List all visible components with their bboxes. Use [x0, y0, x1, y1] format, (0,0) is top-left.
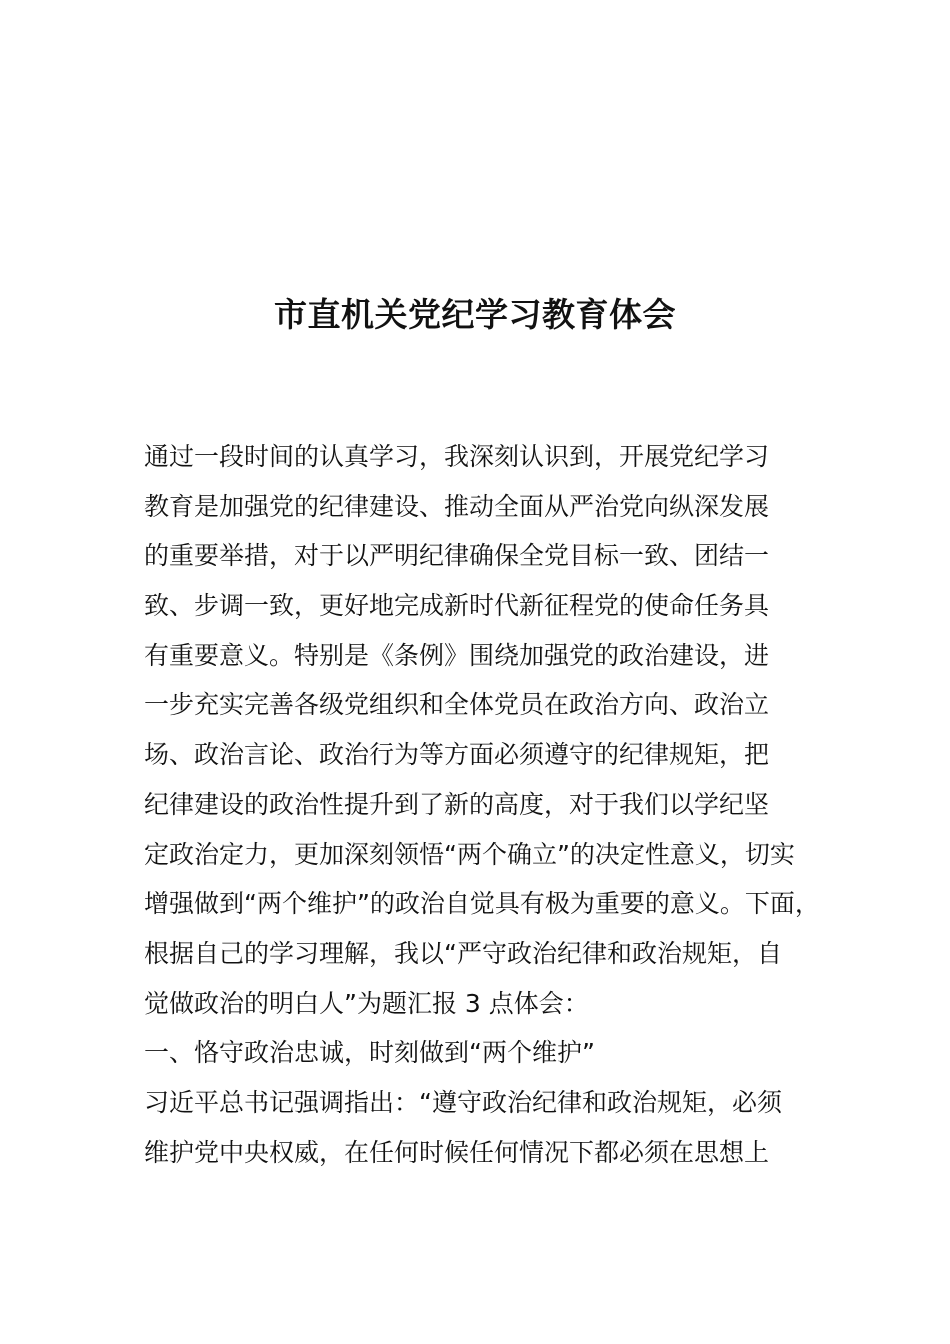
text-line: 一步充实完善各级党组织和全体党员在政治方向、政治立 [144, 690, 770, 720]
text-line: 根据自己的学习理解，我以“严守政治纪律和政治规矩，自 [144, 938, 782, 968]
document-body [144, 432, 834, 1177]
section-heading: 一、恪守政治忠诚，时刻做到“两个维护” [144, 1038, 595, 1068]
text-line: 有重要意义。特别是《条例》围绕加强党的政治建设，进 [144, 640, 770, 670]
text-line: 习近平总书记强调指出：“遵守政治纪律和政治规矩，必须 [144, 1087, 782, 1117]
text-line: 增强做到“两个维护”的政治自觉具有极为重要的意义。下面， [144, 889, 820, 919]
text-line: 场、政治言论、政治行为等方面必须遵守的纪律规矩，把 [144, 740, 770, 770]
text-line: 维护党中央权威，在任何时候任何情况下都必须在思想上 [144, 1137, 770, 1167]
text-line: 纪律建设的政治性提升到了新的高度，对于我们以学纪坚 [144, 789, 770, 819]
text-line: 教育是加强党的纪律建设、推动全面从严治党向纵深发展 [144, 491, 770, 521]
text-line: 觉做政治的明白人”为题汇报 3 点体会： [144, 988, 589, 1018]
text-line: 定政治定力，更加深刻领悟“两个确立”的决定性意义，切实 [144, 839, 795, 869]
text-line: 通过一段时间的认真学习，我深刻认识到，开展党纪学习 [144, 442, 770, 471]
text-line: 的重要举措，对于以严明纪律确保全党目标一致、团结一 [144, 541, 770, 571]
text-line: 致、步调一致，更好地完成新时代新征程党的使命任务具 [144, 591, 770, 621]
document-title: 市直机关党纪学习教育体会 [274, 295, 676, 334]
